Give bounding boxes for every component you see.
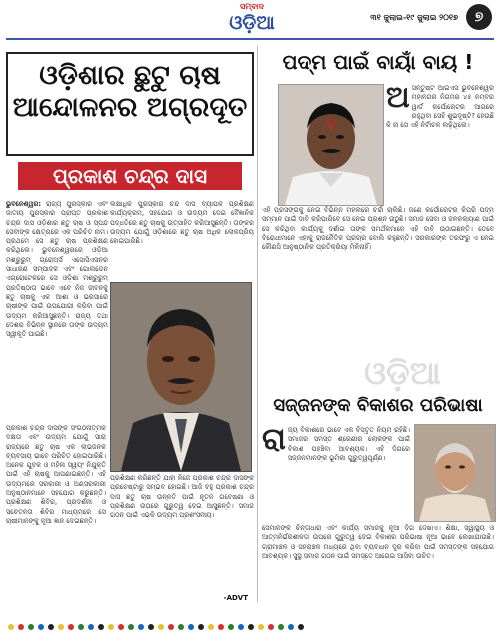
politician-illustration (279, 85, 383, 205)
watermark-logo: ଓଡ଼ିଆ (364, 354, 441, 392)
color-dot (18, 624, 24, 630)
color-dot (48, 624, 54, 630)
article-body-lower-right: ପ୍ରଶିକ୍ଷଣ କରିଛନ୍ତି ଯାହା ନିଜେ ପ୍ରକାଶ ଚନ୍ଦ୍ର ଦାସଙ୍କ ପ୍ରଚେଷ୍ଟାରୁ ସମ୍ଭବ ହୋଇଛି। ଆଜି ବହୁ ପ୍ରକାଶ ଚନ୍ଦ୍ର ଦାସ ଛତୁ ଚାଷ ଉନ୍ନତି ପାଇଁ ନୂତନ ଗବେଷଣା ଓ ପ୍ରଶିକ୍ଷଣ ଉପରେ ଗୁରୁତ୍ୱ ଦେଇ ଆସୁଛନ୍ତି। ସମାଜ ଗଠନ ପାଇଁ ଏଭଳି ଉଦ୍ୟମ ପ୍ରଶଂସନୀୟ। (110, 474, 254, 520)
article-body-upper-text: ରାଜ୍ୟ ପୁରସ୍କାର ଏବଂ ଜାତୀୟ ପୁରସ୍କାର ପ୍ରାପ୍ତ ପ୍ରକାଶ ଚନ୍ଦ୍ର ଦାସ ଓଡ଼ିଶାର ଛତୁ ଚାଷ ଓ ସ୍ପନ୍ଦ ସେବୀଙ୍କ କ୍ଷେତ୍ରରେ ଏକ ପରିଚିତ ନାମ। ପ୍ରଥମେ ସେ ଛତୁ ଚାଷ ପ୍ରଶିକ୍ଷଣ କରିଥିଲେ। ଭୁବନେଶ୍ୱରରେ ଓଡ଼ିଆ ମଶ୍ରୁରୁମ୍ ଗ୍ରୋଅର୍ସ ଏସୋସିଏସନର ସାଧାରଣ ସମ୍ପାଦକ ଏବଂ ଗୋଲଡେନ ଏଗ୍ରୋଟେକରେ ସେ ଓଡ଼ିଶା ମଶ୍ରୁରୁମ୍ ପ୍ରତିଷ୍ଠାତା ଭାବେ ଏବେ ନିଜ ଜୀବନକୁ ଛତୁ ଚାଷକୁ ଏକ ଆଶା ଓ ଭରସାରେ ଚାଷୀଙ୍କ ପାଇଁ ଉପଯୋଗୀ କରିବା ପାଇଁ ଉଦ୍ୟମ କରିଆସୁଛନ୍ତି। ରାଜ୍ୟ ତଥା ଦେଶର ବିଭିନ୍ନ ସ୍ଥାନରେ ତାଙ୍କ ଉଦ୍ୟମ ସ୍ୱୀକୃତି ପାଇଛି। (6, 200, 108, 339)
article-title: ଓଡ଼ିଶାର ଛୁଟୁ ଚାଷ ଆନ୍ଦୋଳନର ଅଗ୍ରଦୂତ (12, 60, 248, 123)
color-dot (68, 624, 74, 630)
color-dot-bar (6, 616, 494, 624)
color-dot (158, 624, 164, 630)
color-dot (288, 624, 294, 630)
color-dot (108, 624, 114, 630)
development-article-body: ସେମାନଙ୍କ ଚିନ୍ତାଧାରା ଏବଂ କାର୍ଯ୍ୟ ସମାଜକୁ ନୂଆ ଦିଗ ଦେଖାଏ। ଶିକ୍ଷା, ସ୍ୱାସ୍ଥ୍ୟ ଓ ଆତ୍ମନିର୍ଭରଶୀଳତା ଉପରେ ଗୁରୁତ୍ୱ ଦେଇ ବିକାଶର ପରିଭାଷା ନୂଆ ଭାବେ ଲେଖାଯାଉଛି। ଗ୍ରାମାଞ୍ଚଳ ଓ ସହରାଞ୍ଚଳ ମଧ୍ୟରେ ଥିବା ବ୍ୟବଧାନ ଦୂର କରିବା ପାଇଁ ସମସ୍ତଙ୍କ ସହଯୋଗ ଆବଶ୍ୟକ। ସୁସ୍ଥ ସମାଜ ଗଠନ ପାଇଁ ସମସ୍ତେ ଆଗେଇ ଆସିବା ଉଚିତ। (262, 524, 494, 560)
color-dot (238, 624, 244, 630)
page-number: ୭ (466, 4, 492, 30)
article-title-box (6, 52, 254, 156)
color-dot (208, 624, 214, 630)
color-dot (218, 624, 224, 630)
color-dot (118, 624, 124, 630)
portrait-illustration (111, 283, 251, 471)
portrait-photo (110, 282, 252, 472)
padma-article-intro-text: ସନ୍ତୁଷ୍ଟ ଆଇଏସ ଭୁବନେଶ୍ୱର ମହାନଗର ନିଗମର ୪୫ ନମ୍ବର ୱାର୍ଡ କର୍ପୋରେଟର ଆଗରେ ରହୁଥିବା ସେହି ଶୁଭଦୃଷ୍ଟି? ହେଉଛି କି ନା ସେ ଏହି ନିର୍ବାଚନ ଲଢ଼ିଥିଲେ। (386, 84, 494, 130)
color-dot (258, 624, 264, 630)
header-divider (6, 38, 494, 40)
development-article-intro-text: ଜ୍ୟ ବିକାଶରେ ଭାବେ ଏକ ବିସ୍ତୃତ ନିୟମ ରହିଛି। ସମାଜର ସମସ୍ତ ଶ୍ରେଣୀର ଲୋକଙ୍କ ପାଇଁ ବିକାଶ ପହଞ୍ଚିବା ଆବଶ୍ୟକ। ଏହି ଦିଗରେ ସଜ୍ଜନମାନଙ୍କ ଭୂମିକା ଗୁରୁତ୍ୱପୂର୍ଣ୍ଣ। (287, 426, 410, 462)
color-dot (298, 624, 304, 630)
column-divider (257, 46, 258, 602)
color-dot (98, 624, 104, 630)
color-dot (188, 624, 194, 630)
logo-top-text: ସମ୍ବାଦ (240, 2, 264, 11)
issue-date: ୩୧ ଜୁଲାଇ-୧୯ ଜୁଲାଇ ୨୦୧୭ (370, 13, 458, 22)
color-dot (248, 624, 254, 630)
color-dot (38, 624, 44, 630)
article-headline-development: ସଜ୍ଜନଙ୍କ ବିକାଶର ପରିଭାଷା (273, 395, 483, 416)
left-article (6, 46, 254, 606)
dateline-label: ଭୁବନେଶ୍ୱର: (6, 200, 42, 208)
masthead-logo (212, 2, 292, 36)
politician-photo (278, 84, 384, 206)
article-body-lower-left: ପ୍ରକାଶ ଚନ୍ଦ୍ର ଦାସଙ୍କ ସଂଗଠନାତ୍ମକ ଦକ୍ଷତା ଏବଂ ଉଦ୍ୟମ ଯୋଗୁଁ ସାରା ରାଜ୍ୟରେ ଛତୁ ଚାଷ ଏକ ଲାଭଜନକ ବ୍ୟବସାୟ ଭାବେ ପରିଚିତ ହୋଇପାରିଛି। ଅନେକ ଯୁବକ ଓ ମହିଳା ସ୍ୱୟଂ ନିଯୁକ୍ତି ପାଇଁ ଏହି ଚାଷକୁ ଆପଣାଇଛନ୍ତି। ଏହି ଉଦ୍ୟମରେ ସରକାରୀ ଓ ଅଣସରକାରୀ ଅନୁଷ୍ଠାନମାନେ ସହଯୋଗ କରୁଛନ୍ତି। ପ୍ରଶିକ୍ଷଣ ଶିବିର, ପ୍ରଦର୍ଶନୀ ଓ ସଚେତନତା ଶିବିର ମାଧ୍ୟମରେ ସେ ଚାଷୀମାନଙ୍କୁ ନୂଆ ଜ୍ଞାନ ଦେଇଛନ୍ତି। (6, 424, 106, 525)
speaker-photo (414, 424, 496, 522)
color-dot (78, 624, 84, 630)
development-article-intro (262, 426, 410, 536)
article-body-upper (6, 200, 108, 420)
right-column (262, 46, 494, 606)
dropcap-a: ଅ (386, 84, 410, 115)
advertisement-tag: -ADVT (223, 594, 248, 602)
logo-main-text: ଓଡ଼ିଆ (229, 12, 275, 34)
color-dot (168, 624, 174, 630)
article-headline-padma: ପଦ୍ମ ପାଇଁ ବାୟାଁ ବାୟ ! (282, 50, 474, 74)
color-dot (58, 624, 64, 630)
speaker-illustration (415, 425, 495, 521)
color-dot (178, 624, 184, 630)
color-dot (268, 624, 274, 630)
color-dot (128, 624, 134, 630)
color-dot (28, 624, 34, 630)
color-dot (138, 624, 144, 630)
padma-article-body: ଏହି ପ୍ରସଙ୍ଗକୁ ନେଇ ବିଭିନ୍ନ ମହଲରେ ଚର୍ଚ୍ଚା ଚାଲିଛି। ଜଣେ କର୍ପୋରେଟର କିପରି ପଦ୍ମ ସମ୍ମାନ ପାଇଁ ଦାବି କରିପାରିବେ ସେ ନେଇ ପ୍ରଶ୍ନ ଉଠୁଛି। ସମାଜ ସେବା ଓ ଜନକଲ୍ୟାଣ ପାଇଁ ସେ କରିଥିବା କାର୍ଯ୍ୟକୁ ଦର୍ଶାଇ ତାଙ୍କ ସମର୍ଥକମାନେ ଏହି ଦାବି ଉଠାଇଛନ୍ତି। ତେବେ ବିରୋଧୀମାନେ ଏହାକୁ ରାଜନୈତିକ ପ୍ରଚାର ବୋଲି କହୁଛନ୍ତି। ସରକାରଙ୍କ ତରଫରୁ ଏ ନେଇ କୌଣସି ଆନୁଷ୍ଠାନିକ ପ୍ରତିକ୍ରିୟା ମିଳିନାହିଁ। (262, 206, 494, 252)
color-dot (88, 624, 94, 630)
article-body-side: ଲକ୍ଷାଧିକ ପୁରସ୍କାର ଚନ୍ଦ ଦାସ ବ୍ୟାପକ ପ୍ରଶିକ୍ଷଣ କାର୍ଯ୍ୟକ୍ରମ, ସହଯୋଗ ଓ ଉଦ୍ୟମ ଦେଇ ବୈଜ୍ଞାନିକ ପଦ୍ଧତିରେ ଛତୁ ଚାଷକୁ ଉତ୍ସାହିତ କରିଆସୁଛନ୍ତି। ତାଙ୍କର ଉଦ୍ୟମ ଯୋଗୁଁ ଓଡ଼ିଶାରେ ଛତୁ ଚାଷ ଅଧିକ ଲୋକପ୍ରିୟ ହୋଇପାରିଛି। (110, 200, 254, 246)
color-dot (8, 624, 14, 630)
dropcap-ra: ରା (262, 426, 286, 457)
color-dot (278, 624, 284, 630)
color-dot (148, 624, 154, 630)
color-dot (228, 624, 234, 630)
person-name-banner: ପ୍ରକାଶ ଚନ୍ଦ୍ର ଦାସ (18, 162, 242, 190)
color-dot (198, 624, 204, 630)
page-header (0, 0, 500, 40)
